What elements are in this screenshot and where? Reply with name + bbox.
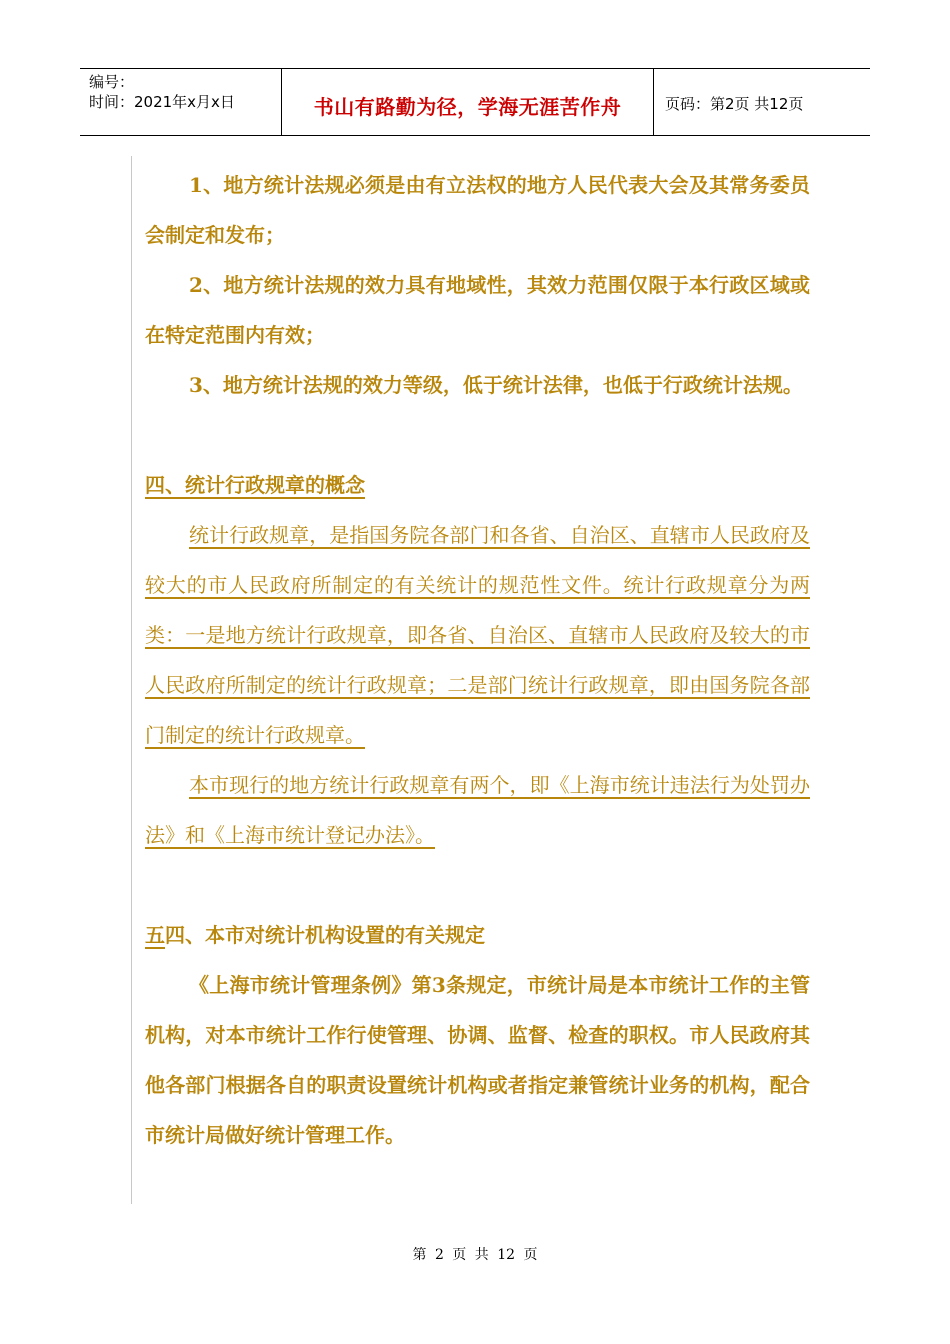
heading-inserted-number: 五 [145,923,165,947]
header-divider [653,69,654,135]
page-header [80,68,870,136]
paragraph-current-rules: 本市现行的地方统计行政规章有两个，即《上海市统计违法行为处罚办法》和《上海市统计登记办法》。 [145,773,810,847]
margin-rule [131,156,132,1204]
page-footer: 第 2 页 共 12 页 [412,1247,538,1263]
header-motto: 书山有路勤为径，学海无涯苦作舟 [313,95,622,119]
header-page-info: 页码：第2页 共12页 [665,95,804,113]
section-heading-5 [145,910,810,960]
header-number-label: 编号： [89,73,135,91]
document-body [145,160,810,1160]
header-meta [89,72,235,112]
paragraph-definition: 统计行政规章，是指国务院各部门和各省、自治区、直辖市人民政府及较大的市人民政府所制定的有关统计的规范性文件。统计行政规章分为两类：一是地方统计行政规章，即各省、自治区、直辖市人民政府及较大的市人民政府所制定的统计行政规章；二是部门统计行政规章，即由国务院各部门制定的统计行政规章。 [145,523,810,747]
paragraph-regulation: 《上海市统计管理条例》第3条规定，市统计局是本市统计工作的主管机构，对本市统计工作行使管理、协调、监督、检查的职权。市人民政府其他各部门根据各自的职责设置统计机构或者指定兼管统计业务的机构，配合市统计局做好统计管理工作。 [145,973,810,1147]
blank-line [145,410,810,460]
heading-text: 四、本市对统计机构设置的有关规定 [165,923,485,947]
paragraph-item-2: 2、地方统计法规的效力具有地域性，其效力范围仅限于本行政区域或在特定范围内有效； [145,273,810,347]
paragraph-item-1: 1、地方统计法规必须是由有立法权的地方人民代表大会及其常务委员会制定和发布； [145,173,810,247]
paragraph-item-3: 3、地方统计法规的效力等级，低于统计法律，也低于行政统计法规。 [189,373,803,397]
section-heading-4: 四、统计行政规章的概念 [145,473,365,497]
blank-line [145,860,810,910]
header-time-label: 时间：2021年x月x日 [89,93,235,111]
